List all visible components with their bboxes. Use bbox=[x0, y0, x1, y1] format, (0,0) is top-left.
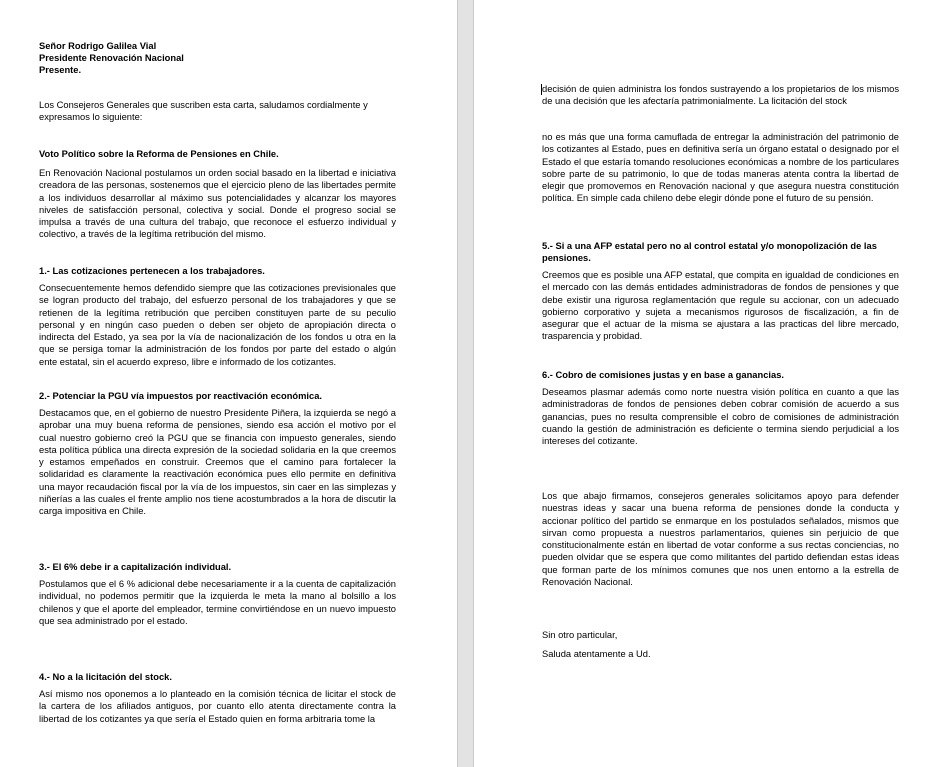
address-name: Señor Rodrigo Galilea Vial bbox=[39, 41, 157, 51]
section-3-paragraph: Postulamos que el 6 % adicional debe necesariamente ir a la cuenta de capitalización individual, no podemos permitir que la izquierda le meta la mano al bolsillo a los chilenos y que el aporte del empleador, termine convirtiéndose en un nuevo impuesto que sea administrado por el estado. bbox=[39, 579, 396, 626]
sign-off-line-2: Saluda atentamente a Ud. bbox=[542, 649, 651, 659]
address-title: Presidente Renovación Nacional bbox=[39, 53, 184, 64]
section-5-heading: 5.- Si a una AFP estatal pero no al control estatal y/o monopolización de las pensiones. bbox=[542, 241, 877, 264]
section-5-paragraph: Creemos que es posible una AFP estatal, que compita en igualdad de condiciones en el mercado con las demás entidades administradoras de fondos de pensiones y que debe existir una rigurosa reglamentación que regule su accionar, con un adecuado gobierno corporativo y sujeta a mecanismos rigurosos de fiscalización, a fin de asegurar que el actuar de la misma se ajustara a las practicas del libre mercado, trasparencia y probidad. bbox=[542, 270, 899, 342]
page-gutter bbox=[457, 0, 474, 767]
section-3-heading: 3.- El 6% debe ir a capitalización individual. bbox=[39, 562, 232, 572]
vote-paragraph: En Renovación Nacional postulamos un orden social basado en la libertad e iniciativa creadora de las personas, sostenemos que el ejercicio pleno de las libertades permite a los individuos desarrollar al máximo sus potencialidades y alcanzar los mayores niveles de satisfacción personal, colectiva y social. Donde el progreso social se impulsa a través de una cultura del trabajo, que reconoce el esfuerzo individual y colectivo, a través de la legítima retribución del mismo. bbox=[39, 168, 396, 240]
address-presente: Presente. bbox=[39, 65, 82, 76]
section-1-heading: 1.- Las cotizaciones pertenecen a los trabajadores. bbox=[39, 266, 265, 276]
document-page-right bbox=[474, 0, 952, 767]
section-4-paragraph: Así mismo nos oponemos a lo planteado en la comisión técnica de licitar el stock de la cartera de los afiliados antiguos, por cuanto ello atenta directamente contra la libertad de los cotizantes ya que sería el Estado quien en forma arbitraria tome la bbox=[39, 689, 396, 724]
section-1-paragraph: Consecuentemente hemos defendido siempre que las cotizaciones previsionales que se logran producto del trabajo, del esfuerzo personal de los trabajadores y que se retienen de la legítima retribución que perciben constituyen parte de su peculio personal y en ningún caso pueden o deben ser objeto de apropiación directa o indirecta del Estado, ya sea por la vía de nacionalización de los fondos u otra en la que se persiga tomar la administración de los fondos por parte del estado o algún ente estatal, sin el acuerdo expreso, libre e informado de los cotizantes. bbox=[39, 283, 396, 367]
continuation-paragraph-2: no es más que una forma camuflada de entregar la administración del patrimonio de los cotizantes al Estado, pues en definitiva sería un órgano estatal o designado por el Estado el que estaría tomando resoluciones económicas a nombre de los particulares sobre parte de su patrimonio, lo que de todas maneras atenta contra la libertad de elegir que promovemos en Renovación nacional y que asegura nuestra constitución política. En simple cada chileno debe elegir dónde pone el futuro de su pensión. bbox=[542, 132, 899, 204]
section-2-paragraph: Destacamos que, en el gobierno de nuestro Presidente Piñera, la izquierda se negó a aprobar una muy buena reforma de pensiones, siendo esa acción el motivo por el cual nuestro gobierno creó la PGU que se financia con impuesto generales, siendo esta política pública una directa expresión de la sociedad solidaria en la que creemos y estamos empeñados en construir. Creemos que el camino para fortalecer la solidaridad es claramente la reactivación económica pues ello permite en definitiva una mayor recaudación fiscal por la vía de los impuestos, sin caer en las simplezas y niñerías a las cuales el frente amplio nos tiene acostumbrados a la hora de discutir la carga impositiva en Chile. bbox=[39, 408, 396, 517]
section-2-heading: 2.- Potenciar la PGU vía impuestos por reactivación económica. bbox=[39, 391, 323, 401]
section-4-heading: 4.- No a la licitación del stock. bbox=[39, 672, 172, 682]
section-6-heading: 6.- Cobro de comisiones justas y en base a ganancias. bbox=[542, 370, 784, 380]
closing-paragraph: Los que abajo firmamos, consejeros generales solicitamos apoyo para defender nuestras ideas y sacar una buena reforma de pensiones donde la conducta y accionar político del partido se enmarque en los postulados señalados, mismos que sirvan como propuesta a nuestros parlamentarios, quienes sin perjuicio de que constitucionalmente están en libertad de votar conforme a sus rectas conciencias, no pueden olvidar que se espera que como militantes del partido defiendan estas ideas que forman parte de los mínimos comunes que nos unen entorno a la estrella de Renovación Nacional. bbox=[542, 491, 899, 588]
sign-off-line-1: Sin otro particular, bbox=[542, 630, 618, 640]
address-block bbox=[39, 40, 396, 77]
greeting-paragraph: Los Consejeros Generales que suscriben esta carta, saludamos cordialmente y expresamos lo siguiente: bbox=[39, 100, 368, 123]
section-6-paragraph: Deseamos plasmar además como norte nuestra visión política en cuanto a que las administradoras de fondos de pensiones deben cobrar comisión de acuerdo a sus ganancias, pues no resulta comprensible el cobro de comisiones de administración cuando la gestión de administración es deficiente o termina siendo perjudicial a los intereses del cotizante. bbox=[542, 387, 899, 447]
vote-heading: Voto Político sobre la Reforma de Pensiones en Chile. bbox=[39, 149, 279, 159]
document-page-left bbox=[0, 0, 457, 767]
continuation-paragraph-1[interactable]: decisión de quien administra los fondos sustrayendo a los propietarios de los mismos de una decisión que les afectaría patrimonialmente. La licitación del stock bbox=[542, 84, 899, 107]
